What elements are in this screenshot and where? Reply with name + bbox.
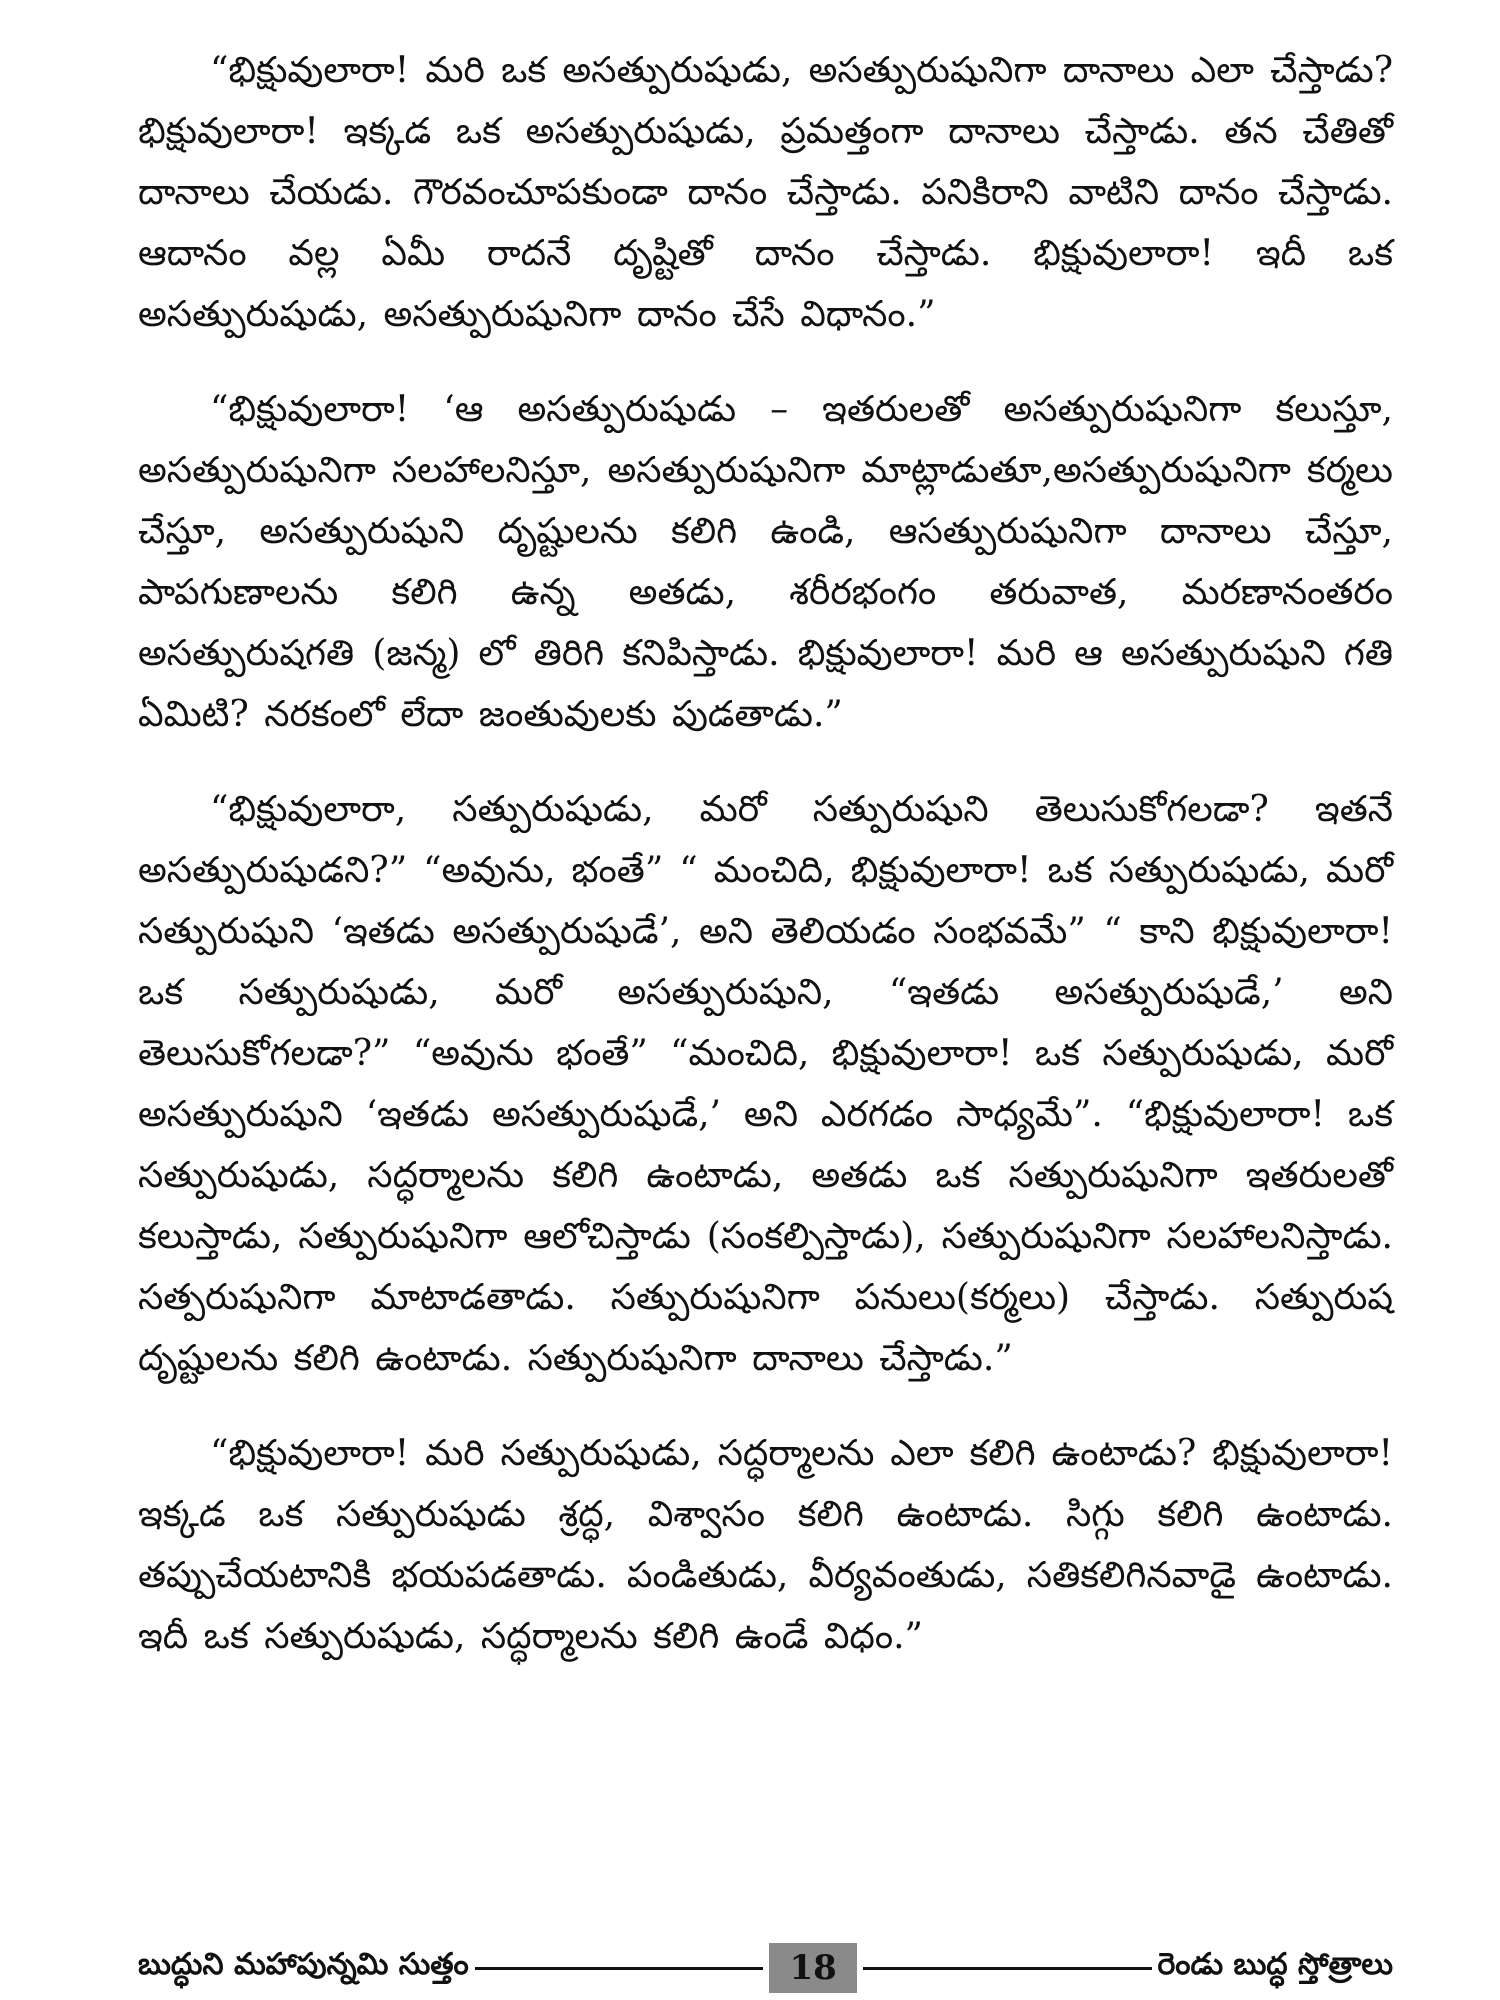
paragraph-4: “భిక్షువులారా! మరి సత్పురుషుడు, సద్ధర్మాలను ఎలా కలిగి ఉంటాడు? భిక్షువులారా! ఇక్కడ ఒక సత్పురుషుడు శ్రద్ధ, విశ్వాసం కలిగి ఉంటాడు. సిగ్గు కలిగి ఉంటాడు. తప్పుచేయటానికి భయపడతాడు. పండితుడు, వీర్యవంతుడు, సతికలిగినవాడై ఉంటాడు. ఇదీ ఒక సత్పురుషుడు, సద్ధర్మాలను కలిగి ఉండే విధం.” — [138, 1433, 1393, 1657]
footer-chapter-title: రెండు బుద్ధ స్తోత్రాలు — [1157, 1947, 1394, 1982]
paragraph-1: “భిక్షువులారా! మరి ఒక అసత్పురుషుడు, అసత్పురుషునిగా దానాలు ఎలా చేస్తాడు? భిక్షువులారా! ఇక్కడ ఒక అసత్పురుషుడు, ప్రమత్తంగా దానాలు చేస్తాడు. తన చేతితో దానాలు చేయడు. గౌరవంచూపకుండా దానం చేస్తాడు. పనికిరాని వాటిని దానం చేస్తాడు. ఆదానం వల్ల ఏమీ రాదనే దృష్టితో దానం చేస్తాడు. భిక్షువులారా! ఇదీ ఒక అసత్పురుషుడు, అసత్పురుషునిగా దానం చేసే విధానం.” — [138, 50, 1393, 335]
page-number: 18 — [769, 1943, 856, 1993]
footer-rule-left — [475, 1967, 764, 1970]
page-footer — [138, 1938, 1393, 1998]
paragraph-3: “భిక్షువులారా, సత్పురుషుడు, మరో సత్పురుషుని తెలుసుకోగలడా? ఇతనే అసత్పురుషుడని?” “అవును, భంతే” “ మంచిది, భిక్షువులారా! ఒక సత్పురుషుడు, మరో సత్పురుషుని ‘ఇతడు అసత్పురుషుడే’, అని తెలియడం సంభవమే” “ కాని భిక్షువులారా! ఒక సత్పురుషుడు, మరో అసత్పురుషుని, “ఇతడు అసత్పురుషుడే,’ అని తెలుసుకోగలడా?” “అవును భంతే” “మంచిది, భిక్షువులారా! ఒక సత్పురుషుడు, మరో అసత్పురుషుని ‘ఇతడు అసత్పురుషుడే,’ అని ఎరగడం సాధ్యమే”. “భిక్షువులారా! ఒక సత్పురుషుడు, సద్ధర్మాలను కలిగి ఉంటాడు, అతడు ఒక సత్పురుషునిగా ఇతరులతో కలుస్తాడు, సత్పురుషునిగా ఆలోచిస్తాడు (సంకల్పిస్తాడు), సత్పురుషునిగా సలహాలనిస్తాడు. సత్పరుషునిగా మాటాడతాడు. సత్పురుషునిగా పనులు(కర్మలు) చేస్తాడు. సత్పురుష దృష్టులను కలిగి ఉంటాడు. సత్పురుషునిగా దానాలు చేస్తాడు.” — [138, 789, 1393, 1379]
footer-rule-right — [863, 1967, 1152, 1970]
paragraph-2: “భిక్షువులారా! ‘ఆ అసత్పురుషుడు – ఇతరులతో అసత్పురుషునిగా కలుస్తూ, అసత్పురుషునిగా సలహాలనిస్తూ, అసత్పురుషునిగా మాట్లాడుతూ,అసత్పురుషునిగా కర్మలు చేస్తూ, అసత్పురుషుని దృష్టులను కలిగి ఉండి, ఆసత్పురుషునిగా దానాలు చేస్తూ, పాపగుణాలను కలిగి ఉన్న అతడు, శరీరభంగం తరువాత, మరణానంతరం అసత్పురుషగతి (జన్మ) లో తిరిగి కనిపిస్తాడు. భిక్షువులారా! మరి ఆ అసత్పురుషుని గతి ఏమిటి? నరకంలో లేదా జంతువులకు పుడతాడు.” — [138, 389, 1393, 735]
body-text — [138, 40, 1393, 1701]
footer-book-title: బుద్ధుని మహాపున్నమి సుత్తం — [138, 1947, 469, 1982]
